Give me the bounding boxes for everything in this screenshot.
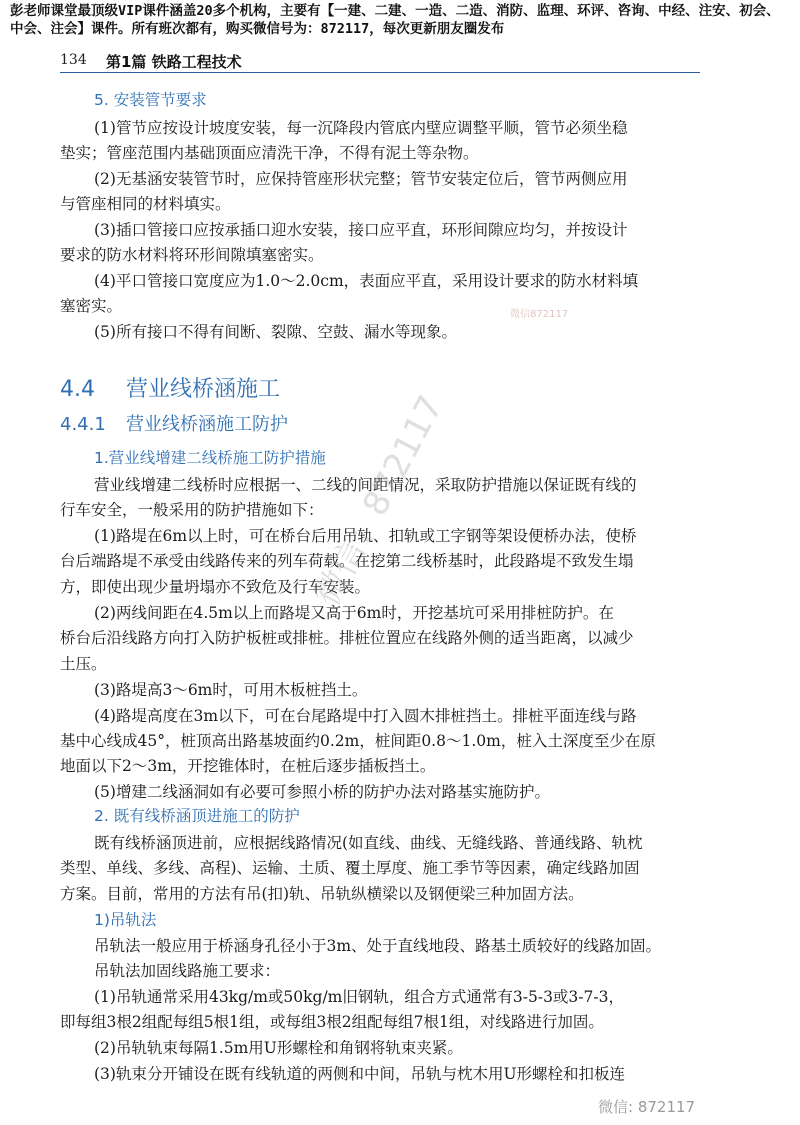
body-line: 营业线增建二线桥时应根据一、二线的间距情况，采取防护措施以保证既有线的 <box>94 476 637 494</box>
small-watermark: 微信872117 <box>510 309 569 320</box>
subsection-number: 4.4.1 <box>60 414 106 435</box>
body-line: 基中心线成45°，桩顶高出路基坡面约0.2m，桩间距0.8～1.0m，桩入土深度至少在原 <box>60 732 656 750</box>
body-line: (2)两线间距在4.5m以上而路堤又高于6m时，开挖基坑可采用排桩防护。在 <box>94 604 614 622</box>
subsection-heading <box>60 410 288 436</box>
body-line: 既有线桥涵顶进前，应根据线路情况(如直线、曲线、无缝线路、普通线路、轨枕 <box>94 834 643 852</box>
body-line: (1)路堤在6m以上时，可在桥台后用吊轨、扣轨或工字钢等架设便桥办法，使桥 <box>94 527 637 545</box>
section-heading <box>60 372 280 403</box>
subsection-title: 营业线桥涵施工防护 <box>126 414 288 435</box>
body-line: (1)管节应按设计坡度安装，每一沉降段内管底内壁应调整平顺，管节必须坐稳 <box>94 119 628 137</box>
body-line: 桥台后沿线路方向打入防护板桩或排桩。排桩位置应在线路外侧的适当距离，以减少 <box>60 629 634 647</box>
body-line: 方案。目前，常用的方法有吊(扣)轨、吊轨纵横梁以及钢便梁三种加固方法。 <box>60 885 584 903</box>
section-title: 营业线桥涵施工 <box>126 377 281 402</box>
body-line: (3)路堤高3～6m时，可用木板桩挡土。 <box>94 681 368 699</box>
body-line: 与管座相同的材料填实。 <box>60 195 231 213</box>
subheading-1: 1.营业线增建二线桥施工防护措施 <box>94 449 326 467</box>
body-line: (5)增建二线涵洞如有必要可参照小桥的防护办法对路基实施防护。 <box>94 783 550 801</box>
part-title: 第1篇 铁路工程技术 <box>106 53 242 71</box>
body-line: 地面以下2～3m，开挖锥体时，在桩后逐步插板挡土。 <box>60 757 436 775</box>
subheading-1-method: 1)吊轨法 <box>94 911 157 929</box>
body-line: 塞密实。 <box>60 297 123 315</box>
body-line: (3)轨束分开铺设在既有线轨道的两侧和中间，吊轨与枕木用U形螺栓和扣板连 <box>94 1065 626 1083</box>
body-line: 方，即使出现少量坍塌亦不致危及行车安装。 <box>60 578 371 596</box>
body-line: (1)吊轨通常采用43kg/m或50kg/m旧钢轨，组合方式通常有3-5-3或3-7-3， <box>94 988 624 1006</box>
page-number: 134 <box>60 52 87 68</box>
body-line: (4)路堤高度在3m以下，可在台尾路堤中打入圆木排桩挡土。排桩平面连线与路 <box>94 707 637 725</box>
body-line: 土压。 <box>60 655 107 673</box>
body-line: 行车安全，一般采用的防护措施如下： <box>60 501 324 519</box>
body-line: (5)所有接口不得有间断、裂隙、空鼓、漏水等现象。 <box>94 323 457 341</box>
subheading-5: 5. 安装管节要求 <box>94 91 207 109</box>
body-line: (2)吊轨轨束每隔1.5m用U形螺栓和角钢将轨束夹紧。 <box>94 1039 463 1057</box>
body-line: 台后端路堤不承受由线路传来的列车荷载。在挖第二线桥基时，此段路堤不致发生塌 <box>60 552 634 570</box>
corner-watermark: 微信: 872117 <box>598 1098 696 1116</box>
body-line: 要求的防水材料将环形间隙填塞密实。 <box>60 246 324 264</box>
body-line: (2)无基涵安装管节时，应保持管座形状完整；管节安装定位后，管节两侧应用 <box>94 170 628 188</box>
body-line: 垫实；管座范围内基础顶面应清洗干净，不得有泥土等杂物。 <box>60 144 479 162</box>
section-number: 4.4 <box>60 377 95 402</box>
body-line: 类型、单线、多线、高程)、运输、土质、覆土厚度、施工季节等因素，确定线路加固 <box>60 859 640 877</box>
body-line: 即每组3根2组配每组5根1组，或每组3根2组配每组7根1组，对线路进行加固。 <box>60 1013 604 1031</box>
body-line: (4)平口管接口宽度应为1.0～2.0cm，表面应平直，采用设计要求的防水材料填 <box>94 272 639 290</box>
promo-banner: 彭老师课堂最顶级VIP课件涵盖20多个机构，主要有【一建、二建、一造、二造、消防、监理、环评、咨询、中经、注安、初会、中会、注会】课件。所有班次都有，购买微信号为：872117，每次更新朋友圈发布 <box>10 3 780 37</box>
body-line: 吊轨法加固线路施工要求： <box>94 962 281 980</box>
running-head <box>60 50 700 73</box>
diagonal-watermark: 微信：872117 <box>307 389 452 613</box>
body-line: (3)插口管接口应按承插口迎水安装，接口应平直，环形间隙应均匀，并按设计 <box>94 221 628 239</box>
subheading-2: 2. 既有线桥涵顶进施工的防护 <box>94 807 300 825</box>
body-line: 吊轨法一般应用于桥涵身孔径小于3m、处于直线地段、路基土质较好的线路加固。 <box>94 937 662 955</box>
